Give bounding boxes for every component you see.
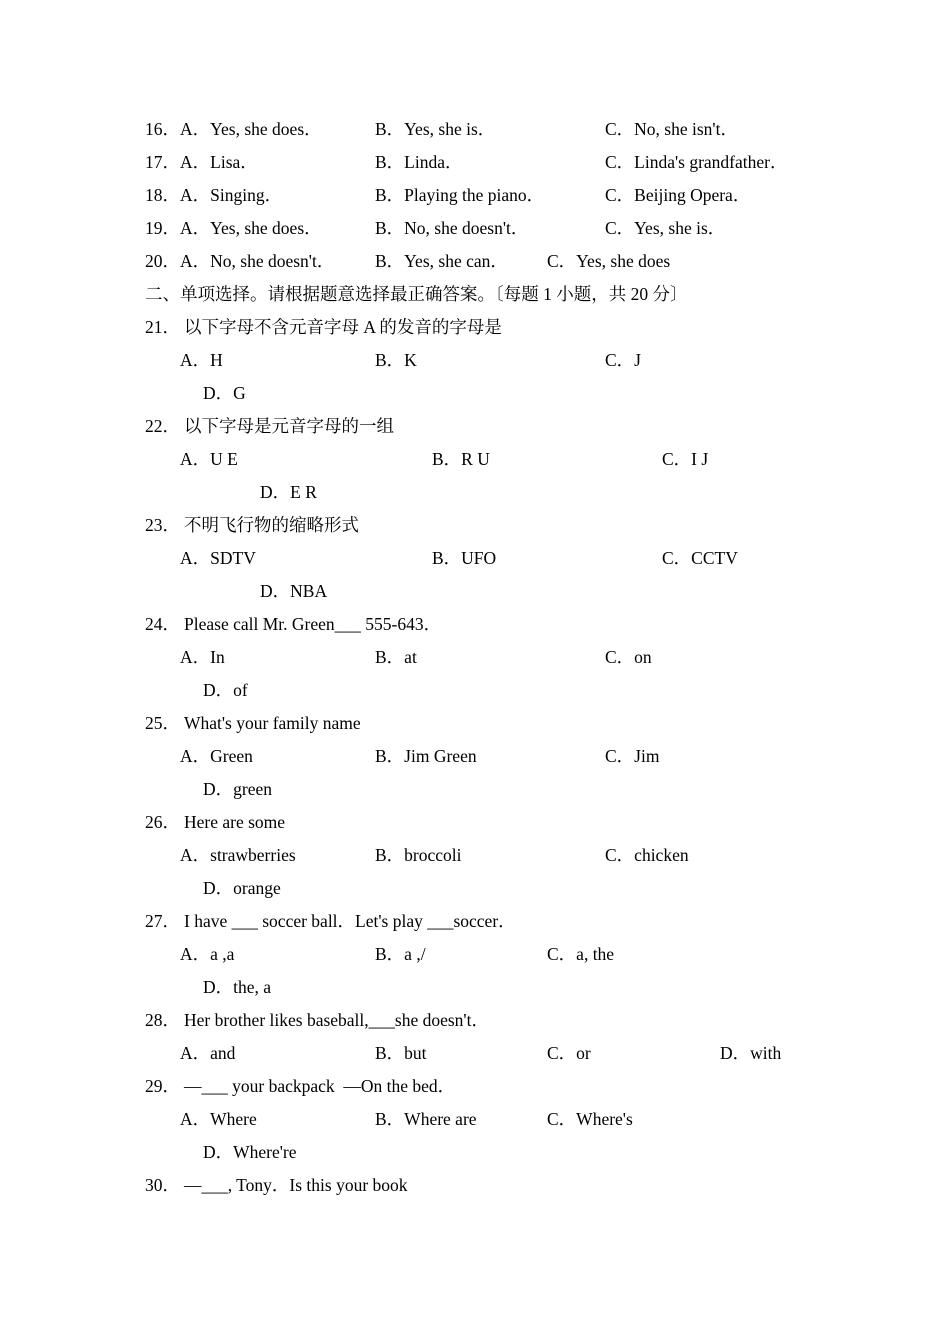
option-c: C．Beijing Opera．: [605, 185, 751, 205]
question-25-stem: [0, 707, 950, 740]
question-number: 19．: [145, 218, 180, 238]
question-24-option-d: [0, 674, 950, 707]
question-24-options: [0, 641, 950, 674]
option-b: B．Yes, she is．: [375, 119, 496, 139]
question-28-options: [0, 1037, 950, 1070]
question-30-stem: [0, 1169, 950, 1202]
option-a: A．Yes, she does．: [180, 218, 322, 238]
question-text: Here are some: [184, 812, 286, 832]
option-b: B．Linda．: [375, 152, 463, 172]
question-number: 22．: [145, 416, 180, 436]
option-c: C．No, she isn't．: [605, 119, 738, 139]
option-a: A．Yes, she does．: [180, 119, 322, 139]
question-number: 26．: [145, 812, 180, 832]
section-heading: [0, 278, 950, 311]
option-c: C．CCTV: [662, 548, 738, 568]
question-29-stem: [0, 1070, 950, 1103]
option-a: A．H: [180, 350, 223, 370]
option-b: B．UFO: [432, 548, 497, 568]
option-b: B．Yes, she can．: [375, 251, 508, 271]
question-23-option-d: [0, 575, 950, 608]
question-number: 27．: [145, 911, 180, 931]
option-b: B．but: [375, 1043, 427, 1063]
option-b: B．broccoli: [375, 845, 462, 865]
option-d: D．green: [203, 779, 273, 799]
question-25-options: [0, 740, 950, 773]
option-a: A．a ,a: [180, 944, 235, 964]
option-c: C．on: [605, 647, 652, 667]
option-c: C．I J: [662, 449, 709, 469]
option-d: D．the, a: [203, 977, 272, 997]
option-b: B．Jim Green: [375, 746, 477, 766]
option-a: A．Where: [180, 1109, 257, 1129]
option-d: D．E R: [260, 482, 317, 502]
option-d: D．Where're: [203, 1142, 297, 1162]
question-number: 20．: [145, 251, 180, 271]
question-21-options: [0, 344, 950, 377]
option-d: D．of: [203, 680, 248, 700]
section-title: 二、单项选择。请根据题意选择最正确答案。〔每题 1 小题，共 20 分〕: [145, 284, 688, 304]
question-27-options: [0, 938, 950, 971]
question-text: 以下字母是元音字母的一组: [184, 416, 394, 436]
option-a: A．Green: [180, 746, 253, 766]
question-text: 不明飞行物的缩略形式: [184, 515, 359, 535]
question-number: 25．: [145, 713, 180, 733]
option-b: B．a ,/: [375, 944, 426, 964]
question-number: 30．: [145, 1175, 180, 1195]
question-22-option-d: [0, 476, 950, 509]
option-a: A．strawberries: [180, 845, 296, 865]
question-29-option-d: [0, 1136, 950, 1169]
question-16: [0, 113, 950, 146]
question-21-stem: [0, 311, 950, 344]
option-a: A．In: [180, 647, 225, 667]
question-27-stem: [0, 905, 950, 938]
option-b: B．K: [375, 350, 417, 370]
question-22-stem: [0, 410, 950, 443]
question-text: Her brother likes baseball,___she doesn't．: [184, 1010, 489, 1030]
question-number: 17．: [145, 152, 180, 172]
question-23-options: [0, 542, 950, 575]
question-29-options: [0, 1103, 950, 1136]
option-a: A．U E: [180, 449, 238, 469]
question-20: [0, 245, 950, 278]
question-18: [0, 179, 950, 212]
option-b: B．R U: [432, 449, 490, 469]
option-c: C．Jim: [605, 746, 660, 766]
question-26-option-d: [0, 872, 950, 905]
question-text: —___ your backpack —On the bed．: [184, 1076, 456, 1096]
option-c: C．a, the: [547, 944, 615, 964]
option-b: B．at: [375, 647, 417, 667]
question-21-option-d: [0, 377, 950, 410]
option-c: C．chicken: [605, 845, 689, 865]
question-26-stem: [0, 806, 950, 839]
question-19: [0, 212, 950, 245]
question-text: —___, Tony．Is this your book: [184, 1175, 408, 1195]
question-22-options: [0, 443, 950, 476]
question-23-stem: [0, 509, 950, 542]
question-24-stem: [0, 608, 950, 641]
option-d: D．orange: [203, 878, 281, 898]
question-text: What's your family name: [184, 713, 361, 733]
question-text: I have ___ soccer ball．Let's play ___soccer．: [184, 911, 516, 931]
option-d: D．G: [203, 383, 246, 403]
question-number: 28．: [145, 1010, 180, 1030]
option-d: D．NBA: [260, 581, 328, 601]
question-27-option-d: [0, 971, 950, 1004]
question-number: 16．: [145, 119, 180, 139]
question-text: Please call Mr. Green___ 555-643．: [184, 614, 442, 634]
option-c: C．J: [605, 350, 641, 370]
option-c: C．Yes, she is．: [605, 218, 726, 238]
question-26-options: [0, 839, 950, 872]
question-25-option-d: [0, 773, 950, 806]
option-a: A．Lisa．: [180, 152, 258, 172]
option-a: A．No, she doesn't．: [180, 251, 335, 271]
option-c: C．Linda's grandfather．: [605, 152, 788, 172]
option-d: D．with: [720, 1043, 782, 1063]
question-28-stem: [0, 1004, 950, 1037]
option-b: B．No, she doesn't．: [375, 218, 529, 238]
option-b: B．Where are: [375, 1109, 477, 1129]
question-number: 24．: [145, 614, 180, 634]
question-number: 21．: [145, 317, 180, 337]
option-c: C．Yes, she does: [547, 251, 671, 271]
option-a: A．SDTV: [180, 548, 256, 568]
question-number: 23．: [145, 515, 180, 535]
question-text: 以下字母不含元音字母 A 的发音的字母是: [184, 317, 502, 337]
question-number: 29．: [145, 1076, 180, 1096]
option-c: C．or: [547, 1043, 591, 1063]
question-17: [0, 146, 950, 179]
option-a: A．Singing．: [180, 185, 283, 205]
option-b: B．Playing the piano．: [375, 185, 545, 205]
option-c: C．Where's: [547, 1109, 633, 1129]
question-number: 18．: [145, 185, 180, 205]
option-a: A．and: [180, 1043, 236, 1063]
